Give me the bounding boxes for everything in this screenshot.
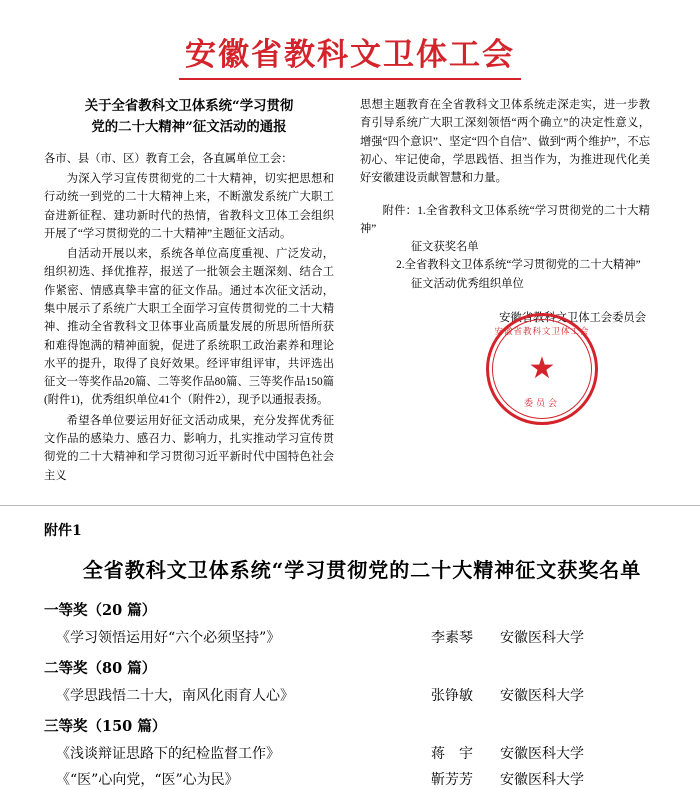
attachment-ref-2 [360, 256, 650, 274]
paragraph-2: 自活动开展以来，系统各单位高度重视、广泛发动，组织初选、择优推荐，报送了一批领会主题深刻、结合工作紧密、情感真挚丰富的征文作品。通过本次征文活动，集中展示了系统广大职工全面学习宣传贯彻党的二十大精神、推动全省教科文卫体事业高质量发展的所思所悟所获和难得饱满的精神面貌，促进了系统职工政治素养和理论水平的提升，取得了良好效果。经评审组评审，共评选出征文一等奖作品20篇、二等奖作品80篇、三等奖作品150篇(附件1)，优秀组织单位41个（附件2），现予以通报表扬。 [44, 248, 334, 407]
award-entry-unit: 安徽医科大学 [500, 771, 584, 788]
paragraph-4: 思想主题教育在全省教科文卫体系统走深走实，进一步教育引导系统广大职工深刻领悟“两个确立”的决定性意义，增强“四个意识”、坚定“四个自信”、做到“两个维护”，不忘初心、牢记使命，学思践悟、担当作为，为推进现代化美好安徽建设贡献智慧和力量。 [360, 99, 650, 185]
award-entry-title: 《浅谈辩证思路下的纪检监督工作》 [56, 745, 280, 762]
article-column-left [44, 96, 334, 487]
award-entry [44, 685, 670, 705]
award-entry-unit: 安徽医科大学 [500, 745, 584, 762]
award-list-title: 全省教科文卫体系统“学习贯彻党的二十大精神征文获奖名单 [82, 557, 642, 582]
issuing-authority: 安徽省教科文卫体工会委员会 [499, 312, 646, 325]
attachment-ref-1-no: 1. [417, 204, 426, 217]
award-entry-title: 《学习领悟运用好“六个必须坚持”》 [56, 629, 281, 646]
article-body [0, 80, 700, 487]
award-grade-heading: 三等奖（150 篇） [44, 717, 167, 735]
addressee: 各市、县（市、区）教育工会，各直属单位工会： [44, 152, 293, 165]
attachment-label: 附件1 [44, 522, 82, 539]
attachment-ref-1-line1: 全省教科文卫体系统“学习贯彻党的二十大精神” [360, 204, 650, 235]
attachment-ref-2-no: 2. [396, 259, 405, 272]
attachment-references [360, 202, 650, 293]
article-column-right [360, 96, 650, 487]
document-title [44, 96, 334, 138]
seal-arc-text: 安徽省教科文卫体工会 [494, 327, 590, 338]
award-entry [44, 769, 670, 789]
attachment-section [0, 506, 700, 789]
award-group-third [44, 715, 670, 789]
signature-block [360, 309, 650, 419]
award-group-second [44, 657, 670, 705]
award-entry-author: 李素琴 [431, 629, 473, 646]
paragraph-3: 希望各单位要运用好征文活动成果，充分发挥优秀征文作品的感染力、感召力、影响力，扎实推动学习宣传贯彻党的二十大精神和学习贯彻习近平新时代中国特色社会主义 [44, 414, 334, 482]
award-entry-unit: 安徽医科大学 [500, 687, 584, 704]
document-title-line1: 关于全省教科文卫体系统“学习贯彻 [84, 98, 294, 115]
award-entry-title: 《学思践悟二十大，南风化雨育人心》 [56, 687, 294, 704]
award-entry-author: 张铮敏 [431, 687, 473, 704]
attachment-ref-lead [360, 202, 650, 239]
masthead [0, 0, 700, 80]
award-entry [44, 743, 670, 763]
award-entry-unit: 安徽医科大学 [500, 629, 584, 646]
seal-bottom-text: 委员会 [523, 399, 560, 410]
official-seal-icon [486, 313, 598, 425]
award-entry-author: 蒋 宇 [431, 745, 473, 762]
award-entry [44, 627, 670, 647]
organization-title: 安徽省教科文卫体工会 [179, 38, 521, 80]
award-group-first [44, 599, 670, 647]
document-title-line2: 党的二十大精神”征文活动的通报 [91, 118, 287, 135]
attachment-ref-2-line2: 征文活动优秀组织单位 [410, 277, 524, 290]
seal-star-icon: ★ [528, 352, 556, 386]
paragraph-1: 为深入学习宣传贯彻党的二十大精神，切实把思想和行动统一到党的二十大精神上来，不断激发系统广大职工奋进新征程、建功新时代的热情，省教科文卫体工会组织开展了“学习贯彻党的二十大精神”主题征文活动。 [44, 172, 334, 240]
attachment-ref-lead-label: 附件： [382, 204, 418, 217]
attachment-ref-1-line2: 征文获奖名单 [410, 241, 479, 254]
award-grade-heading: 二等奖（80 篇） [44, 659, 157, 677]
attachment-ref-2-line1: 全省教科文卫体系统“学习贯彻党的二十大精神” [404, 259, 641, 272]
award-grade-heading: 一等奖（20 篇） [44, 601, 157, 619]
award-entry-author: 靳芳芳 [431, 771, 473, 788]
award-entry-title: 《“医”心向党，“医”心为民》 [56, 771, 239, 788]
